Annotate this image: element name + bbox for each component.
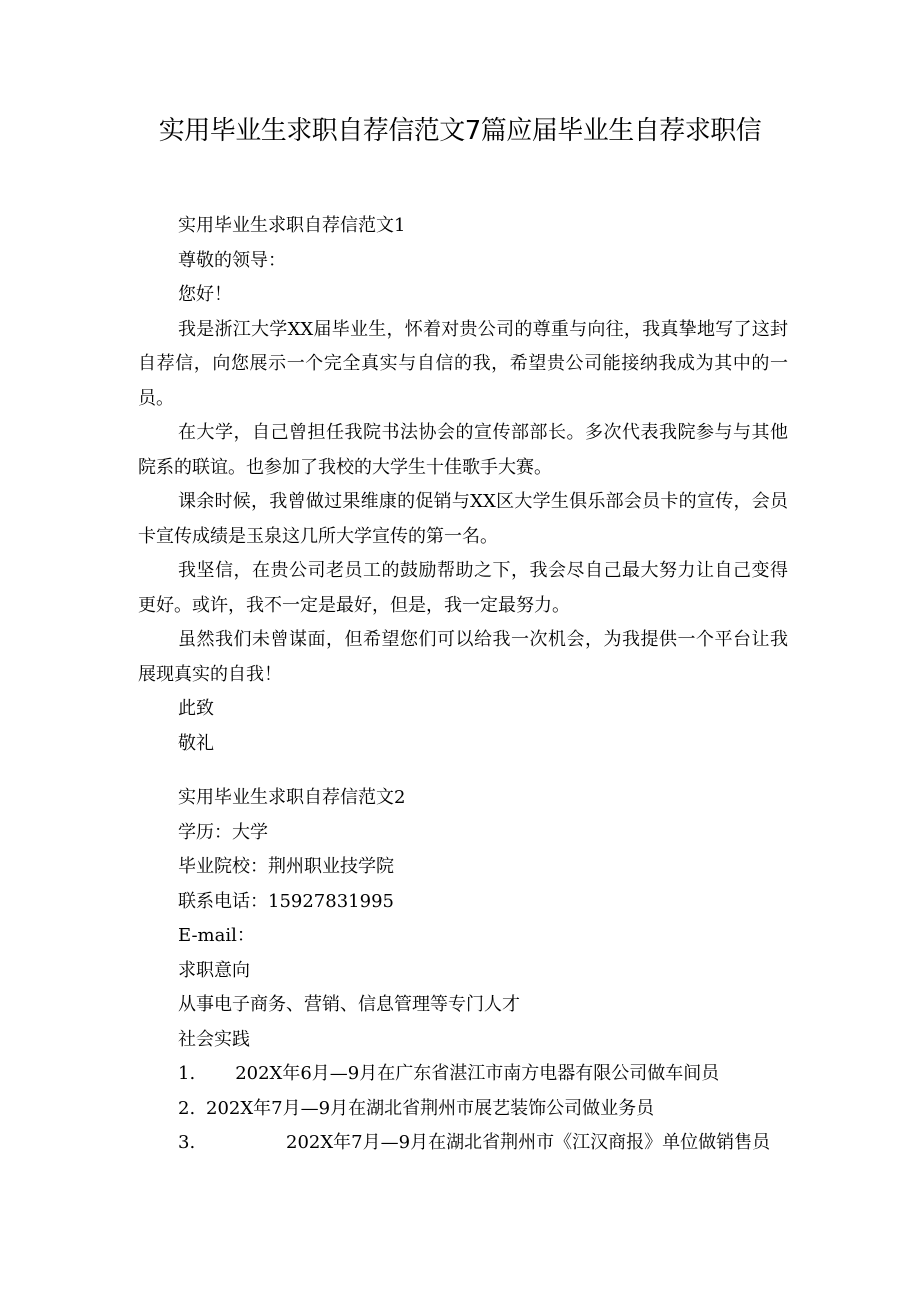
letter-section-1 (138, 209, 788, 761)
document-title: 实用毕业生求职自荐信范文7篇应届毕业生自荐求职信 (158, 116, 762, 146)
practice-item (138, 1126, 788, 1161)
paragraph: 课余时候，我曾做过果维康的促销与XX区大学生俱乐部会员卡的宣传，会员卡宣传成绩是玉泉这几所大学宣传的第一名。 (138, 491, 788, 547)
practice-item-number: 2. (178, 1097, 196, 1119)
practice-item-text: 202X年7月—9月在湖北省荆州市展艺装饰公司做业务员 (206, 1097, 655, 1119)
greeting: 您好！ (178, 284, 232, 305)
practice-item (138, 1092, 788, 1127)
practice-label: 社会实践 (178, 1028, 250, 1050)
education-line: 学历：大学 (178, 821, 268, 843)
paragraph: 在大学，自己曾担任我院书法协会的宣传部部长。多次代表我院参与与其他院系的联谊。也参加了我校的大学生十佳歌手大赛。 (138, 422, 788, 478)
salutation: 尊敬的领导： (178, 249, 286, 271)
paragraph: 虽然我们未曾谋面，但希望您们可以给我一次机会，为我提供一个平台让我展现真实的自我！ (138, 629, 788, 685)
paragraph: 我是浙江大学XX届毕业生，怀着对贵公司的尊重与向往，我真挚地写了这封自荐信，向您展示一个完全真实与自信的我，希望贵公司能接纳我成为其中的一员。 (138, 318, 788, 409)
practice-item-text: 202X年6月—9月在广东省湛江市南方电器有限公司做车间员 (235, 1063, 720, 1084)
practice-item-number: 1. (178, 1063, 196, 1084)
practice-item (138, 1057, 788, 1092)
school-line: 毕业院校：荆州职业技学院 (178, 856, 394, 877)
intent-line: 从事电子商务、营销、信息管理等专门人才 (178, 994, 520, 1015)
closing-line: 此致 (178, 698, 214, 719)
phone-line: 联系电话：15927831995 (178, 890, 394, 912)
closing-line: 敬礼 (178, 732, 214, 754)
section-heading: 实用毕业生求职自荐信范文1 (178, 215, 406, 236)
section-heading: 实用毕业生求职自荐信范文2 (178, 787, 406, 808)
email-line: E-mail： (178, 925, 255, 946)
paragraph: 我坚信，在贵公司老员工的鼓励帮助之下，我会尽自己最大努力让自己变得更好。或许，我不一定是最好，但是，我一定最努力。 (138, 560, 788, 616)
practice-item-number: 3. (178, 1132, 196, 1153)
intent-label: 求职意向 (178, 959, 250, 981)
practice-item-text: 202X年7月—9月在湖北省荆州市《江汉商报》单位做销售员 (286, 1132, 771, 1153)
letter-section-2 (138, 781, 788, 1161)
